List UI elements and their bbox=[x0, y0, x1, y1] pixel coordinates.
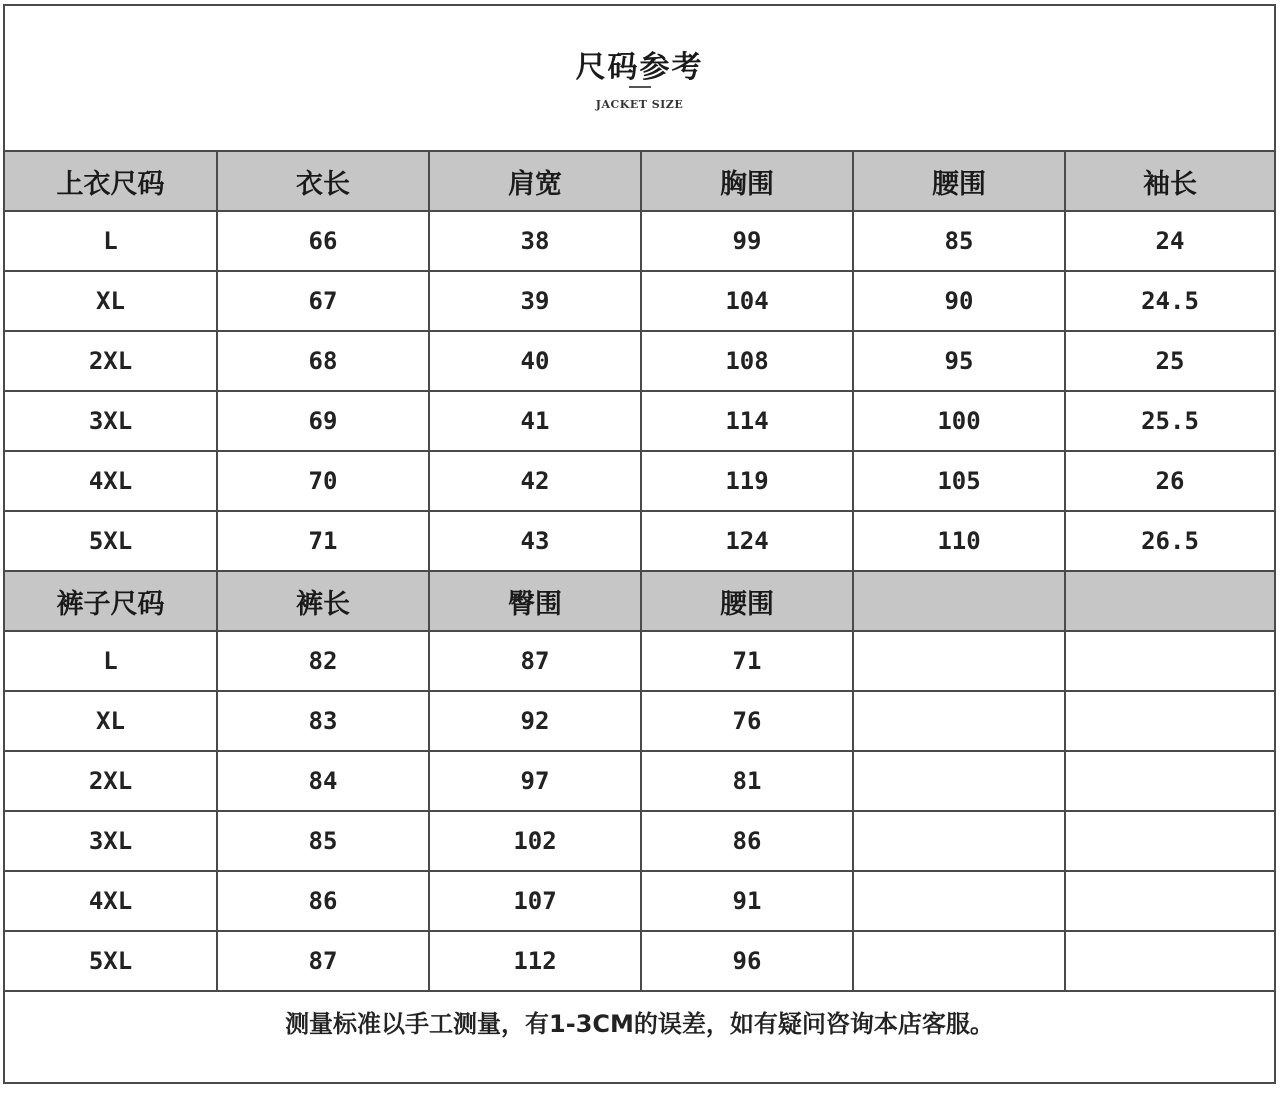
measurement-cell: 85 bbox=[853, 211, 1065, 271]
table-row bbox=[5, 811, 1274, 871]
size-chart-sheet bbox=[3, 4, 1276, 1084]
column-header: 上衣尺码 bbox=[5, 152, 217, 211]
table-row bbox=[5, 631, 1274, 691]
measurement-cell: 82 bbox=[217, 631, 429, 691]
measurement-cell: 112 bbox=[429, 931, 641, 991]
measurement-cell bbox=[853, 931, 1065, 991]
size-table bbox=[5, 152, 1274, 1050]
size-cell: 4XL bbox=[5, 871, 217, 931]
table-row bbox=[5, 271, 1274, 331]
measurement-cell: 25.5 bbox=[1065, 391, 1274, 451]
measurement-cell: 114 bbox=[641, 391, 853, 451]
size-cell: 3XL bbox=[5, 391, 217, 451]
measurement-cell bbox=[853, 631, 1065, 691]
measurement-cell: 85 bbox=[217, 811, 429, 871]
measurement-cell: 86 bbox=[217, 871, 429, 931]
column-header bbox=[1065, 571, 1274, 631]
measurement-cell: 67 bbox=[217, 271, 429, 331]
measurement-cell: 90 bbox=[853, 271, 1065, 331]
measurement-cell: 92 bbox=[429, 691, 641, 751]
measurement-cell: 100 bbox=[853, 391, 1065, 451]
measurement-cell: 87 bbox=[217, 931, 429, 991]
measurement-cell: 91 bbox=[641, 871, 853, 931]
measurement-cell: 70 bbox=[217, 451, 429, 511]
measurement-cell: 26 bbox=[1065, 451, 1274, 511]
page-title: 尺码参考 bbox=[575, 50, 704, 85]
measurement-cell: 86 bbox=[641, 811, 853, 871]
measurement-cell: 42 bbox=[429, 451, 641, 511]
measurement-cell bbox=[1065, 871, 1274, 931]
size-cell: 3XL bbox=[5, 811, 217, 871]
measurement-cell bbox=[853, 811, 1065, 871]
size-cell: 2XL bbox=[5, 331, 217, 391]
size-table-body bbox=[5, 152, 1274, 1050]
column-header: 衣长 bbox=[217, 152, 429, 211]
table-row bbox=[5, 511, 1274, 571]
measurement-cell: 41 bbox=[429, 391, 641, 451]
column-header bbox=[853, 571, 1065, 631]
measurement-cell: 99 bbox=[641, 211, 853, 271]
title-divider bbox=[629, 86, 651, 88]
size-cell: 5XL bbox=[5, 511, 217, 571]
measurement-cell: 76 bbox=[641, 691, 853, 751]
column-header: 袖长 bbox=[1065, 152, 1274, 211]
measurement-note: 测量标准以手工测量，有1-3CM的误差，如有疑问咨询本店客服。 bbox=[5, 991, 1274, 1050]
measurement-cell bbox=[1065, 751, 1274, 811]
size-cell: 2XL bbox=[5, 751, 217, 811]
table-row bbox=[5, 391, 1274, 451]
measurement-cell: 105 bbox=[853, 451, 1065, 511]
measurement-cell: 39 bbox=[429, 271, 641, 331]
measurement-cell: 38 bbox=[429, 211, 641, 271]
measurement-cell: 97 bbox=[429, 751, 641, 811]
title-block bbox=[5, 6, 1274, 152]
table-row bbox=[5, 871, 1274, 931]
jacket-table-header-row bbox=[5, 152, 1274, 211]
measurement-cell bbox=[853, 691, 1065, 751]
measurement-cell: 107 bbox=[429, 871, 641, 931]
measurement-cell: 110 bbox=[853, 511, 1065, 571]
measurement-cell bbox=[1065, 811, 1274, 871]
measurement-cell: 40 bbox=[429, 331, 641, 391]
measurement-cell: 87 bbox=[429, 631, 641, 691]
measurement-cell bbox=[1065, 691, 1274, 751]
size-cell: L bbox=[5, 211, 217, 271]
measurement-cell: 108 bbox=[641, 331, 853, 391]
measurement-cell: 69 bbox=[217, 391, 429, 451]
column-header: 肩宽 bbox=[429, 152, 641, 211]
pants-table-header-row bbox=[5, 571, 1274, 631]
size-cell: XL bbox=[5, 271, 217, 331]
measurement-cell: 25 bbox=[1065, 331, 1274, 391]
page-subtitle: JACKET SIZE bbox=[595, 98, 684, 111]
size-cell: 4XL bbox=[5, 451, 217, 511]
measurement-cell: 119 bbox=[641, 451, 853, 511]
measurement-cell bbox=[853, 871, 1065, 931]
measurement-cell: 66 bbox=[217, 211, 429, 271]
table-row bbox=[5, 451, 1274, 511]
footer-row bbox=[5, 991, 1274, 1050]
measurement-cell: 24.5 bbox=[1065, 271, 1274, 331]
measurement-cell: 95 bbox=[853, 331, 1065, 391]
column-header: 臀围 bbox=[429, 571, 641, 631]
column-header: 腰围 bbox=[853, 152, 1065, 211]
size-cell: L bbox=[5, 631, 217, 691]
column-header: 胸围 bbox=[641, 152, 853, 211]
table-row bbox=[5, 691, 1274, 751]
measurement-cell: 26.5 bbox=[1065, 511, 1274, 571]
size-cell: 5XL bbox=[5, 931, 217, 991]
column-header: 腰围 bbox=[641, 571, 853, 631]
measurement-cell: 71 bbox=[641, 631, 853, 691]
table-row bbox=[5, 211, 1274, 271]
table-row bbox=[5, 751, 1274, 811]
measurement-cell: 124 bbox=[641, 511, 853, 571]
measurement-cell: 71 bbox=[217, 511, 429, 571]
measurement-cell: 84 bbox=[217, 751, 429, 811]
measurement-cell: 68 bbox=[217, 331, 429, 391]
column-header: 裤长 bbox=[217, 571, 429, 631]
measurement-cell: 43 bbox=[429, 511, 641, 571]
measurement-cell: 104 bbox=[641, 271, 853, 331]
measurement-cell: 102 bbox=[429, 811, 641, 871]
size-cell: XL bbox=[5, 691, 217, 751]
column-header: 裤子尺码 bbox=[5, 571, 217, 631]
measurement-cell: 24 bbox=[1065, 211, 1274, 271]
measurement-cell bbox=[1065, 631, 1274, 691]
measurement-cell: 83 bbox=[217, 691, 429, 751]
measurement-cell: 96 bbox=[641, 931, 853, 991]
table-row bbox=[5, 331, 1274, 391]
measurement-cell: 81 bbox=[641, 751, 853, 811]
measurement-cell bbox=[853, 751, 1065, 811]
measurement-cell bbox=[1065, 931, 1274, 991]
table-row bbox=[5, 931, 1274, 991]
